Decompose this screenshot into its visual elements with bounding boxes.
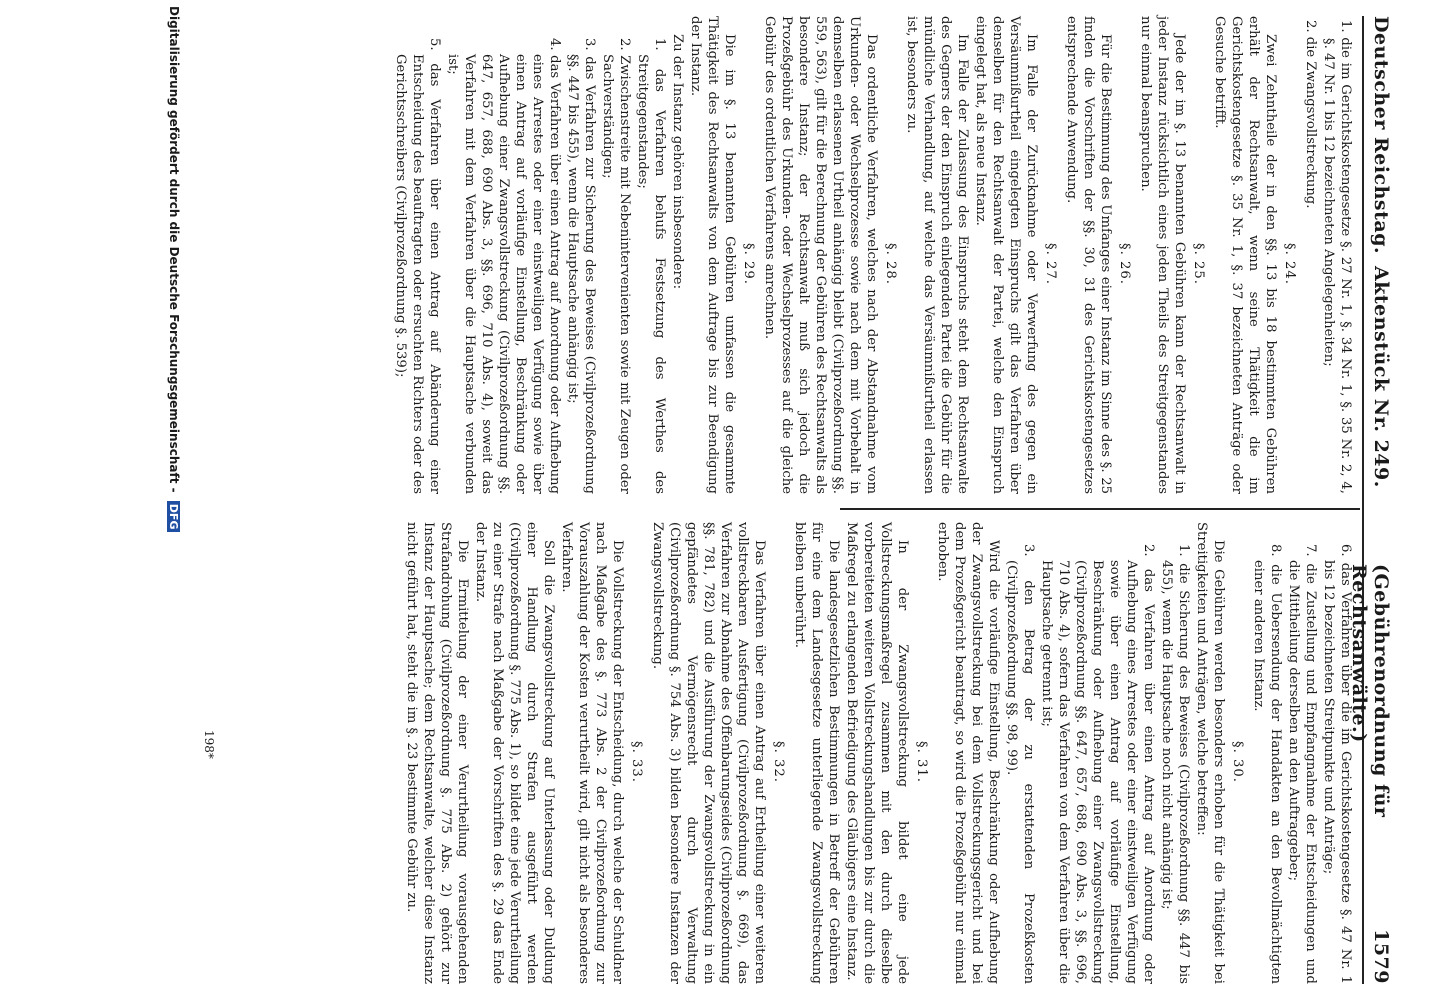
- page-number: 1579: [1370, 929, 1392, 984]
- paragraph: Im Falle der Zulassung des Einspruchs steht dem Rechtsanwalte des Gegners der den Einspruch einlegenden Partei die Gebühr für die mündliche Verhandlung, auf welche das Versäumnißurtheil erlassen ist, besonders zu.: [904, 16, 970, 494]
- list-item: 1. das Verfahren behufs Festsetzung des Werthes des Streitgegenstandes;: [635, 38, 667, 494]
- section-heading: §. 24.: [1282, 243, 1297, 285]
- digitization-imprint: [163, 0, 181, 1006]
- document-page: [132, 0, 1396, 1000]
- section-heading: §. 28.: [883, 243, 898, 285]
- list-item: 3. das Verfahren zur Sicherung des Beweises (Civilprozeßordnung §§. 447 bis 455), wenn die Hauptsache anhängig ist;: [565, 38, 597, 494]
- section-heading: §. 26.: [1117, 243, 1132, 285]
- paragraph: Wird die vorläufige Einstellung, Beschränkung oder Aufhebung der Zwangsvollstreckung bei dem Vollstreckungsgericht und bei dem Prozeßgericht beantragt, so wird die Prozeßgebühr nur einmal erhoben.: [935, 522, 1001, 984]
- header-center-wrap: [1364, 16, 1394, 984]
- paragraph: Die Vollstreckung der Entscheidung, durch welche der Schuldner nach Maßgabe des §. 773 Abs. 2 der Civilprozeßordnung zur Vorauszahlung der Kosten verurtheilt wird, gilt nicht als besonderes Verfahren.: [559, 522, 625, 984]
- list-item: 2. Zwischenstreite mit Nebenintervenienten sowie mit Zeugen oder Sachverständigen;: [600, 38, 632, 494]
- section-heading: §. 27.: [1043, 243, 1058, 285]
- list-item: 3. den Betrag der zu erstattenden Prozeßkosten (Civilprozeßordnung §§. 98, 99).: [1004, 544, 1036, 984]
- list-item: 2. die Zwangsvollstreckung.: [1303, 20, 1318, 209]
- paragraph: Im Falle der Zurücknahme oder Verwerfung des gegen ein Versäumnißurtheil eingelegten Einspruchs gilt das Verfahren über denselben für den Rechtsanwalt der Partei, welche den Einspruch eingelegt hat, als neue Instanz.: [973, 16, 1039, 494]
- footer-page-mark: 198*: [202, 730, 216, 759]
- paragraph: Für die Bestimmung des Umfanges einer Instanz im Sinne des §. 25 finden die Vorschriften der §§. 30, 31 des Gerichtskostengesetzes entsprechende Anwendung.: [1064, 16, 1113, 494]
- paragraph: Zwei Zehntheile der in den §§. 13 bis 18 bestimmten Gebühren erhält der Rechtsanwalt, wenn seine Thätigkeit die im Gerichtskostengesetze §. 35 Nr. 1, §. 37 bezeichneten Anträge oder Gesuche betrifft.: [1212, 16, 1278, 494]
- section-heading: §. 30.: [1230, 741, 1245, 783]
- imprint-text: Digitalisierung gefördert durch die Deutsche Forschungsgemeinschaft -: [167, 6, 181, 493]
- list-item: 4. das Verfahren über einen Antrag auf Anordnung oder Aufhebung eines Arrestes oder einer einstweiligen Verfügung sowie über einen Antrag auf vorläufige Einstellung, Beschränkung oder Aufhebung einer Zwangsvollstreckung (Civilprozeßordnung §§. 647, 657, 688, 690 Abs. 3, §§. 696, 710 Abs. 4), soweit das Verfahren mit dem Verfahren über die Hauptsache verbunden ist;: [445, 38, 562, 494]
- list-item: 2. das Verfahren über einen Antrag auf Anordnung oder Aufhebung eines Arrestes oder einer einstweiligen Verfügung sowie über einen Antrag auf vorläufige Einstellung, Beschränkung oder Aufhebung einer Zwangsvollstreckung (Civilprozeßordnung §§. 647, 657, 688, 690 Abs. 3, §§. 696, 710 Abs. 4), sofern das Verfahren von dem Verfahren über die Hauptsache getrennt ist;: [1039, 544, 1156, 984]
- section-heading: §. 25.: [1191, 243, 1206, 285]
- paragraph: Die Gebühren werden besonders erhoben für die Thätigkeit bei Streitigkeiten und Anträgen, welche betreffen:: [1194, 522, 1226, 984]
- paragraph: Zu der Instanz gehören insbesondere:: [670, 34, 685, 290]
- left-column: [391, 16, 1354, 494]
- paragraph: Die landesgesetzlichen Bestimmungen in Betreff der Gebühren für eine dem Landesgesetze unterliegende Zwangsvollstreckung bleiben unberührt.: [792, 522, 841, 984]
- list-item: 5. das Verfahren über einen Antrag auf Abänderung einer Entscheidung des beauftragten oder ersuchten Richters oder des Gerichtsschreibers (Civilprozeßordnung §. 539);: [393, 38, 442, 494]
- paragraph: Die Ermittelung der einer Verurtheilung vorausgehenden Strafandrohung (Civilprozeßordnung §. 775 Abs. 2) gehört zur Instanz der Hauptsache; dem Rechtsanwalte, welcher diese Instanz nicht geführt hat, steht die im §. 23 bestimmte Gebühr zu.: [404, 522, 470, 984]
- header-document-number: Aktenstück Nr. 249.: [1370, 266, 1392, 488]
- list-item: 1. die im Gerichtskostengesetze §. 27 Nr. 1, §. 34 Nr. 1, §. 35 Nr. 2, 4, §. 47 Nr. 1 bis 12 bezeichneten Angelegenheiten;: [1321, 20, 1353, 494]
- header-title: Deutscher Reichstag.: [1370, 16, 1392, 255]
- section-heading: §. 29.: [741, 243, 756, 285]
- paragraph: Das ordentliche Verfahren, welches nach der Abstandnahme vom Urkunden- oder Wechselprozesse sowie nach dem mit Vorbehalt in demselben erlassenen Urtheil anhängig bleibt (Civilprozeßordnung §§. 559, 563), gilt für die Berechnung der Gebühren des Rechtsanwalts als besondere Instanz; der Rechtsanwalt muß sich jedoch die Prozeßgebühr des Urkunden- oder Wechselprozesses auf die gleiche Gebühr des ordentlichen Verfahrens anrechnen.: [762, 16, 879, 494]
- header-subtitle: (Gebührenordnung für Rechtsanwälte.): [1348, 564, 1392, 818]
- right-column: [402, 522, 1354, 984]
- section-heading: §. 31.: [914, 741, 929, 783]
- list-item: 6. das Verfahren über die im Gerichtskostengesetze §. 47 Nr. 1 bis 12 bezeichneten Streitpunkte und Anträge;: [1321, 544, 1353, 984]
- column-divider: [840, 508, 1360, 510]
- dfg-logo: DFG: [167, 501, 180, 533]
- paragraph: Die im §. 13 benannten Gebühren umfassen die gesammte Thätigkeit des Rechtsanwalts von dem Auftrage bis zur Beendigung der Instanz.: [688, 16, 737, 494]
- section-heading: §. 32.: [771, 741, 786, 783]
- paragraph: Das Verfahren über einen Antrag auf Ertheilung einer weiteren vollstreckbaren Ausfertigung (Civilprozeßordnung §. 669), das Verfahren zur Abnahme des Offenbarungseides (Civilprozeßordnung §§. 781, 782) und die Ausführung der Zwangsvollstreckung in ein gepfändetes Vermögensrecht durch Verwaltung (Civilprozeßordnung §. 754 Abs. 3) bilden besondere Instanzen der Zwangsvollstreckung.: [650, 522, 767, 984]
- paragraph: Soll die Zwangsvollstreckung auf Unterlassung oder Duldung einer Handlung durch Strafen ausgeführt werden (Civilprozeßordnung §. 775 Abs. 1), so bildet eine jede Verurtheilung zu einer Strafe nach Maßgabe der Vorschriften des §. 29 das Ende der Instanz.: [473, 522, 556, 984]
- list-item: 7. die Zustellung und Empfangnahme der Entscheidungen und die Mittheilung derselben an den Auftraggeber;: [1286, 544, 1318, 984]
- section-heading: §. 33.: [629, 741, 644, 783]
- paragraph: Jede der im §. 13 benannten Gebühren kann der Rechtsanwalt in jeder Instanz rücksichtlich eines jeden Theils des Streitgegenstandes nur einmal beanspruchen.: [1138, 16, 1187, 494]
- list-item: 8. die Uebersendung der Handakten an den Bevollmächtigten einer anderen Instanz.: [1251, 544, 1283, 984]
- paragraph: In der Zwangsvollstreckung bildet eine jede Vollstreckungsmaßregel zusammen mit den durch dieselbe vorbereiteten weiteren Vollstreckungshandlungen bis zur durch die Maßregel zu erlangenden Befriedigung des Gläubigers eine Instanz.: [844, 522, 910, 984]
- list-item: 1. die Sicherung des Beweises (Civilprozeßordnung §§. 447 bis 455), wenn die Hauptsache noch nicht anhängig ist;: [1159, 544, 1191, 984]
